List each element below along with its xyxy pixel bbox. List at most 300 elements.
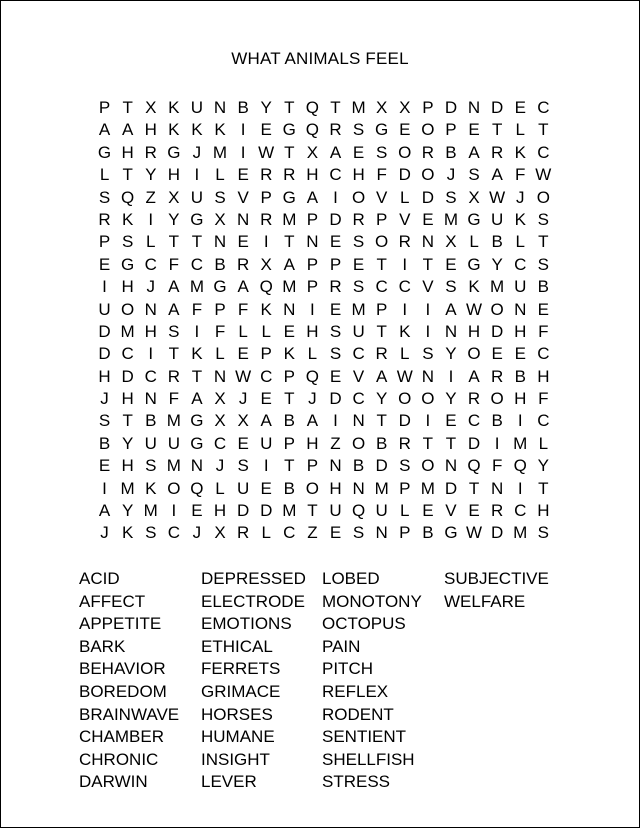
grid-letter: T xyxy=(376,321,387,341)
grid-letter: J xyxy=(192,142,202,162)
grid-letter: O xyxy=(421,165,435,185)
grid-letter: Y xyxy=(260,98,272,117)
grid-letter: M xyxy=(143,501,158,521)
grid-letter: Y xyxy=(491,254,503,274)
grid-letter: A xyxy=(168,277,180,297)
grid-row xyxy=(93,231,555,253)
grid-letter: F xyxy=(376,165,387,185)
grid-letter: Z xyxy=(330,433,341,453)
grid-letter: J xyxy=(192,523,202,543)
grid-letter: C xyxy=(144,254,157,274)
grid-letter: S xyxy=(329,344,342,364)
grid-letter: N xyxy=(491,478,504,498)
word-list-item: LOBED xyxy=(322,569,380,588)
grid-letter: M xyxy=(212,142,228,162)
grid-letter: B xyxy=(214,254,226,274)
grid-letter: A xyxy=(168,299,180,319)
grid-letter: M xyxy=(374,478,389,498)
grid-letter: K xyxy=(121,209,134,229)
grid-letter: U xyxy=(375,501,388,521)
grid-letter: P xyxy=(376,299,388,319)
grid-letter: M xyxy=(282,209,297,229)
word-list-item: INSIGHT xyxy=(201,749,270,769)
grid-letter: I xyxy=(194,321,200,341)
grid-letter: T xyxy=(191,232,203,252)
grid-letter: F xyxy=(214,321,226,341)
grid-letter: P xyxy=(399,478,411,498)
grid-letter: E xyxy=(98,456,111,476)
grid-letter: C xyxy=(352,344,365,364)
word-list-item: BEHAVIOR xyxy=(79,659,166,679)
grid-letter: N xyxy=(213,98,227,117)
grid-letter: J xyxy=(446,165,456,185)
grid-letter: T xyxy=(468,478,480,498)
grid-letter: R xyxy=(491,366,504,386)
grid-letter: C xyxy=(144,366,157,386)
grid-letter: W xyxy=(535,165,552,185)
grid-letter: S xyxy=(352,277,365,297)
grid-letter: N xyxy=(144,389,157,409)
grid-letter: T xyxy=(122,411,133,431)
grid-letter: J xyxy=(308,389,317,409)
grid-letter: M xyxy=(166,411,181,431)
grid-letter: D xyxy=(329,209,342,229)
grid-letter: B xyxy=(352,456,365,476)
grid-letter: A xyxy=(260,411,272,431)
grid-letter: V xyxy=(422,277,434,297)
grid-letter: X xyxy=(214,523,226,543)
grid-letter: B xyxy=(145,411,157,431)
grid-letter: S xyxy=(145,523,157,543)
grid-letter: R xyxy=(236,254,250,274)
grid-row xyxy=(93,276,555,298)
grid-letter: T xyxy=(168,232,180,252)
grid-row xyxy=(93,299,555,321)
grid-letter: A xyxy=(329,142,342,162)
grid-letter: L xyxy=(215,344,225,364)
grid-letter: G xyxy=(467,254,481,274)
grid-letter: G xyxy=(121,254,135,274)
grid-row xyxy=(93,455,555,477)
grid-letter: N xyxy=(213,232,227,252)
grid-letter: E xyxy=(329,366,342,386)
grid-letter: C xyxy=(514,254,527,274)
grid-letter: L xyxy=(400,187,410,207)
grid-letter: D xyxy=(491,523,504,543)
grid-letter: I xyxy=(310,299,315,319)
grid-letter: R xyxy=(236,523,250,543)
grid-letter: S xyxy=(98,411,111,431)
grid-letter: P xyxy=(329,254,342,274)
grid-letter: E xyxy=(399,120,411,140)
grid-letter: T xyxy=(445,433,457,453)
grid-letter: I xyxy=(240,120,246,140)
grid-letter: N xyxy=(190,456,204,476)
word-list-item: EMOTIONS xyxy=(201,614,292,634)
grid-letter: Y xyxy=(145,165,157,185)
grid-letter: X xyxy=(260,254,272,274)
grid-letter: T xyxy=(538,120,549,140)
grid-letter: B xyxy=(422,523,434,543)
grid-letter: F xyxy=(168,254,180,274)
grid-letter: I xyxy=(333,411,338,431)
grid-letter: O xyxy=(421,389,435,409)
grid-letter: T xyxy=(376,411,387,431)
grid-letter: G xyxy=(282,187,296,207)
grid-row xyxy=(93,97,555,119)
grid-letter: O xyxy=(351,187,366,207)
grid-row xyxy=(93,119,555,141)
grid-row xyxy=(93,187,555,209)
grid-letter: E xyxy=(514,344,526,364)
grid-letter: E xyxy=(422,501,434,521)
grid-letter: T xyxy=(491,120,503,140)
grid-letter: R xyxy=(398,232,411,252)
grid-letter: A xyxy=(306,187,319,207)
grid-letter: G xyxy=(97,142,112,162)
grid-letter: I xyxy=(263,456,269,476)
grid-letter: T xyxy=(191,366,203,386)
grid-letter: M xyxy=(513,433,528,453)
grid-letter: J xyxy=(215,456,225,476)
word-column-1 xyxy=(79,568,179,794)
grid-letter: A xyxy=(491,165,503,185)
grid-letter: O xyxy=(490,389,504,409)
grid-letter: R xyxy=(352,209,365,229)
grid-letter: M xyxy=(351,299,366,319)
grid-letter: B xyxy=(537,277,549,297)
grid-letter: E xyxy=(260,120,272,140)
grid-letter: S xyxy=(237,456,249,476)
grid-letter: B xyxy=(376,433,388,453)
grid-letter: J xyxy=(100,523,109,543)
grid-letter: U xyxy=(329,501,342,521)
grid-letter: N xyxy=(352,411,365,431)
word-column-3 xyxy=(322,568,422,794)
grid-letter: K xyxy=(191,344,203,364)
word-list-item: SHELLFISH xyxy=(322,749,415,769)
grid-letter: V xyxy=(399,209,411,229)
grid-letter: C xyxy=(260,366,273,386)
grid-letter: D xyxy=(467,433,481,453)
grid-letter: R xyxy=(260,209,273,229)
grid-letter: P xyxy=(445,120,457,140)
grid-letter: G xyxy=(213,277,227,297)
grid-letter: A xyxy=(98,501,111,521)
grid-row xyxy=(93,500,555,522)
grid-letter: N xyxy=(514,299,527,319)
grid-letter: S xyxy=(352,523,365,543)
grid-letter: S xyxy=(422,344,434,364)
grid-letter: D xyxy=(421,187,434,207)
grid-letter: I xyxy=(425,411,431,431)
grid-letter: B xyxy=(283,478,295,498)
grid-letter: E xyxy=(98,254,111,274)
grid-letter: X xyxy=(376,98,388,117)
grid-letter: X xyxy=(306,142,319,162)
grid-letter: U xyxy=(167,433,180,453)
grid-letter: S xyxy=(98,187,111,207)
grid-letter: Q xyxy=(259,277,273,297)
grid-letter: E xyxy=(237,165,249,185)
word-list-item: ELECTRODE xyxy=(201,591,305,611)
grid-letter: R xyxy=(467,389,481,409)
grid-letter: G xyxy=(444,523,458,543)
grid-letter: K xyxy=(168,120,180,140)
grid-letter: U xyxy=(144,433,157,453)
grid-letter: O xyxy=(398,389,412,409)
grid-letter: Y xyxy=(168,209,180,229)
grid-letter: G xyxy=(375,120,389,140)
grid-row xyxy=(93,410,555,432)
grid-letter: V xyxy=(445,501,457,521)
grid-letter: N xyxy=(236,209,250,229)
grid-letter: X xyxy=(214,389,226,409)
grid-letter: C xyxy=(329,165,342,185)
grid-letter: I xyxy=(240,142,246,162)
grid-letter: R xyxy=(167,366,180,386)
grid-letter: J xyxy=(515,187,525,207)
grid-letter: U xyxy=(514,277,527,297)
grid-letter: I xyxy=(171,501,177,521)
grid-letter: W xyxy=(396,366,413,386)
grid-letter: T xyxy=(307,501,318,521)
grid-letter: K xyxy=(468,277,480,297)
grid-letter: C xyxy=(537,411,550,431)
grid-letter: X xyxy=(214,411,226,431)
grid-letter: B xyxy=(491,411,503,431)
grid-letter: N xyxy=(144,299,157,319)
grid-letter: L xyxy=(307,344,318,364)
grid-letter: H xyxy=(121,142,134,162)
grid-letter: S xyxy=(352,232,365,252)
grid-letter: M xyxy=(513,523,528,543)
grid-letter: H xyxy=(121,456,134,476)
grid-letter: O xyxy=(536,187,550,207)
word-list-item: HUMANE xyxy=(201,727,275,747)
word-list-item: SENTIENT xyxy=(322,727,407,747)
grid-letter: N xyxy=(283,299,296,319)
grid-letter: B xyxy=(491,232,503,252)
grid-letter: U xyxy=(190,187,204,207)
grid-letter: R xyxy=(421,142,434,162)
word-list-item: SUBJECTIVE xyxy=(444,569,549,588)
word-list-item: DARWIN xyxy=(79,772,148,792)
grid-letter: N xyxy=(306,232,319,252)
grid-letter: R xyxy=(398,433,411,453)
grid-letter: T xyxy=(376,254,387,274)
grid-letter: V xyxy=(352,366,365,386)
grid-letter: L xyxy=(515,120,525,140)
grid-letter: B xyxy=(237,98,249,117)
grid-letter: U xyxy=(98,299,111,319)
grid-letter: F xyxy=(491,456,503,476)
grid-letter: K xyxy=(283,344,295,364)
grid-letter: M xyxy=(282,501,297,521)
grid-letter: A xyxy=(121,120,134,140)
grid-letter: I xyxy=(333,187,338,207)
grid-letter: Q xyxy=(305,98,319,117)
word-list-item: HORSES xyxy=(201,704,273,724)
grid-row xyxy=(93,142,555,164)
grid-row xyxy=(93,478,555,500)
grid-letter: Z xyxy=(307,523,318,543)
grid-letter: N xyxy=(444,456,458,476)
grid-letter: T xyxy=(284,142,295,162)
grid-letter: N xyxy=(421,232,434,252)
grid-letter: O xyxy=(421,456,435,476)
grid-letter: R xyxy=(329,277,342,297)
grid-letter: M xyxy=(282,277,297,297)
grid-letter: P xyxy=(214,299,226,319)
grid-letter: N xyxy=(329,456,342,476)
grid-letter: H xyxy=(514,389,527,409)
grid-row xyxy=(93,209,555,231)
grid-letter: P xyxy=(306,254,319,274)
grid-letter: P xyxy=(306,209,319,229)
grid-letter: T xyxy=(284,456,295,476)
grid-letter: S xyxy=(537,523,549,543)
grid-letter: Q xyxy=(513,456,527,476)
grid-letter: A xyxy=(445,299,457,319)
word-list-item: STRESS xyxy=(322,772,391,792)
grid-letter: D xyxy=(121,366,134,386)
grid-letter: B xyxy=(445,142,457,162)
grid-letter: S xyxy=(537,209,549,229)
grid-letter: P xyxy=(306,277,319,297)
grid-letter: P xyxy=(376,209,388,229)
grid-letter: S xyxy=(214,187,226,207)
grid-letter: E xyxy=(237,433,249,453)
grid-letter: N xyxy=(444,321,458,341)
grid-letter: Y xyxy=(376,389,388,409)
grid-letter: X xyxy=(468,187,480,207)
grid-letter: T xyxy=(122,98,133,117)
grid-letter: M xyxy=(490,277,505,297)
grid-letter: I xyxy=(448,366,454,386)
grid-letter: U xyxy=(352,321,365,341)
grid-letter: I xyxy=(517,411,523,431)
grid-letter: K xyxy=(214,120,226,140)
grid-letter: W xyxy=(466,299,483,319)
grid-row xyxy=(93,164,555,186)
grid-letter: N xyxy=(352,478,365,498)
grid-letter: K xyxy=(168,98,180,117)
grid-letter: I xyxy=(425,299,431,319)
grid-letter: K xyxy=(145,478,157,498)
word-column-4 xyxy=(444,568,549,613)
grid-letter: S xyxy=(352,120,365,140)
grid-letter: O xyxy=(375,232,389,252)
grid-letter: O xyxy=(305,478,319,498)
grid-row xyxy=(93,522,555,544)
word-list-item: BRAINWAVE xyxy=(79,704,180,724)
grid-letter: R xyxy=(491,501,504,521)
grid-letter: D xyxy=(98,344,111,364)
grid-letter: H xyxy=(167,165,180,185)
grid-letter: M xyxy=(189,277,204,297)
grid-letter: R xyxy=(144,142,157,162)
grid-letter: E xyxy=(514,98,526,117)
word-list-item: PITCH xyxy=(322,659,373,679)
word-list-item: AFFECT xyxy=(79,591,146,611)
grid-letter: H xyxy=(121,277,134,297)
word-list-item: MONOTONY xyxy=(322,591,422,611)
grid-letter: T xyxy=(122,165,133,185)
grid-letter: V xyxy=(237,187,249,207)
grid-letter: E xyxy=(491,344,503,364)
grid-letter: S xyxy=(468,165,480,185)
grid-letter: E xyxy=(191,501,203,521)
grid-letter: X xyxy=(237,411,249,431)
grid-letter: R xyxy=(375,344,388,364)
grid-letter: Q xyxy=(305,366,319,386)
grid-letter: H xyxy=(121,389,134,409)
grid-letter: B xyxy=(283,411,295,431)
grid-letter: G xyxy=(167,142,181,162)
grid-letter: X xyxy=(145,98,157,117)
grid-letter: E xyxy=(329,232,342,252)
grid-letter: M xyxy=(420,478,435,498)
word-list-item: GRIMACE xyxy=(201,681,281,701)
grid-letter: S xyxy=(445,187,457,207)
grid-letter: E xyxy=(352,254,365,274)
grid-letter: I xyxy=(148,344,154,364)
grid-letter: D xyxy=(491,321,504,341)
grid-letter: J xyxy=(146,277,155,297)
grid-letter: Y xyxy=(445,344,457,364)
grid-row xyxy=(93,321,555,343)
grid-letter: M xyxy=(120,478,135,498)
grid-letter: E xyxy=(260,389,272,409)
grid-letter: L xyxy=(261,321,271,341)
grid-letter: F xyxy=(237,299,249,319)
grid-letter: E xyxy=(283,321,295,341)
grid-letter: O xyxy=(351,433,366,453)
grid-letter: C xyxy=(537,98,550,117)
word-list-item: APPETITE xyxy=(79,614,162,634)
grid-letter: O xyxy=(490,299,504,319)
grid-letter: Y xyxy=(537,456,549,476)
grid-letter: F xyxy=(538,321,549,341)
grid-letter: H xyxy=(98,366,111,386)
grid-letter: E xyxy=(537,299,549,319)
grid-letter: C xyxy=(121,344,134,364)
grid-letter: F xyxy=(168,389,180,409)
grid-letter: E xyxy=(445,411,457,431)
word-list-item: ETHICAL xyxy=(201,636,273,656)
grid-letter: S xyxy=(168,321,180,341)
word-list-item: RODENT xyxy=(322,704,394,724)
grid-letter: D xyxy=(444,98,458,117)
grid-letter: S xyxy=(121,232,134,252)
grid-letter: F xyxy=(538,389,549,409)
grid-letter: O xyxy=(398,142,412,162)
grid-letter: H xyxy=(144,321,157,341)
grid-letter: H xyxy=(467,321,481,341)
grid-letter: C xyxy=(537,142,550,162)
word-list-item: LEVER xyxy=(201,772,257,792)
grid-letter: A xyxy=(376,366,388,386)
grid-letter: Q xyxy=(190,478,204,498)
grid-letter: Y xyxy=(121,433,134,453)
grid-letter: P xyxy=(98,98,111,117)
grid-letter: N xyxy=(421,366,434,386)
grid-letter: O xyxy=(167,478,181,498)
word-column-2 xyxy=(201,568,306,794)
grid-letter: D xyxy=(398,411,411,431)
grid-letter: L xyxy=(469,232,479,252)
